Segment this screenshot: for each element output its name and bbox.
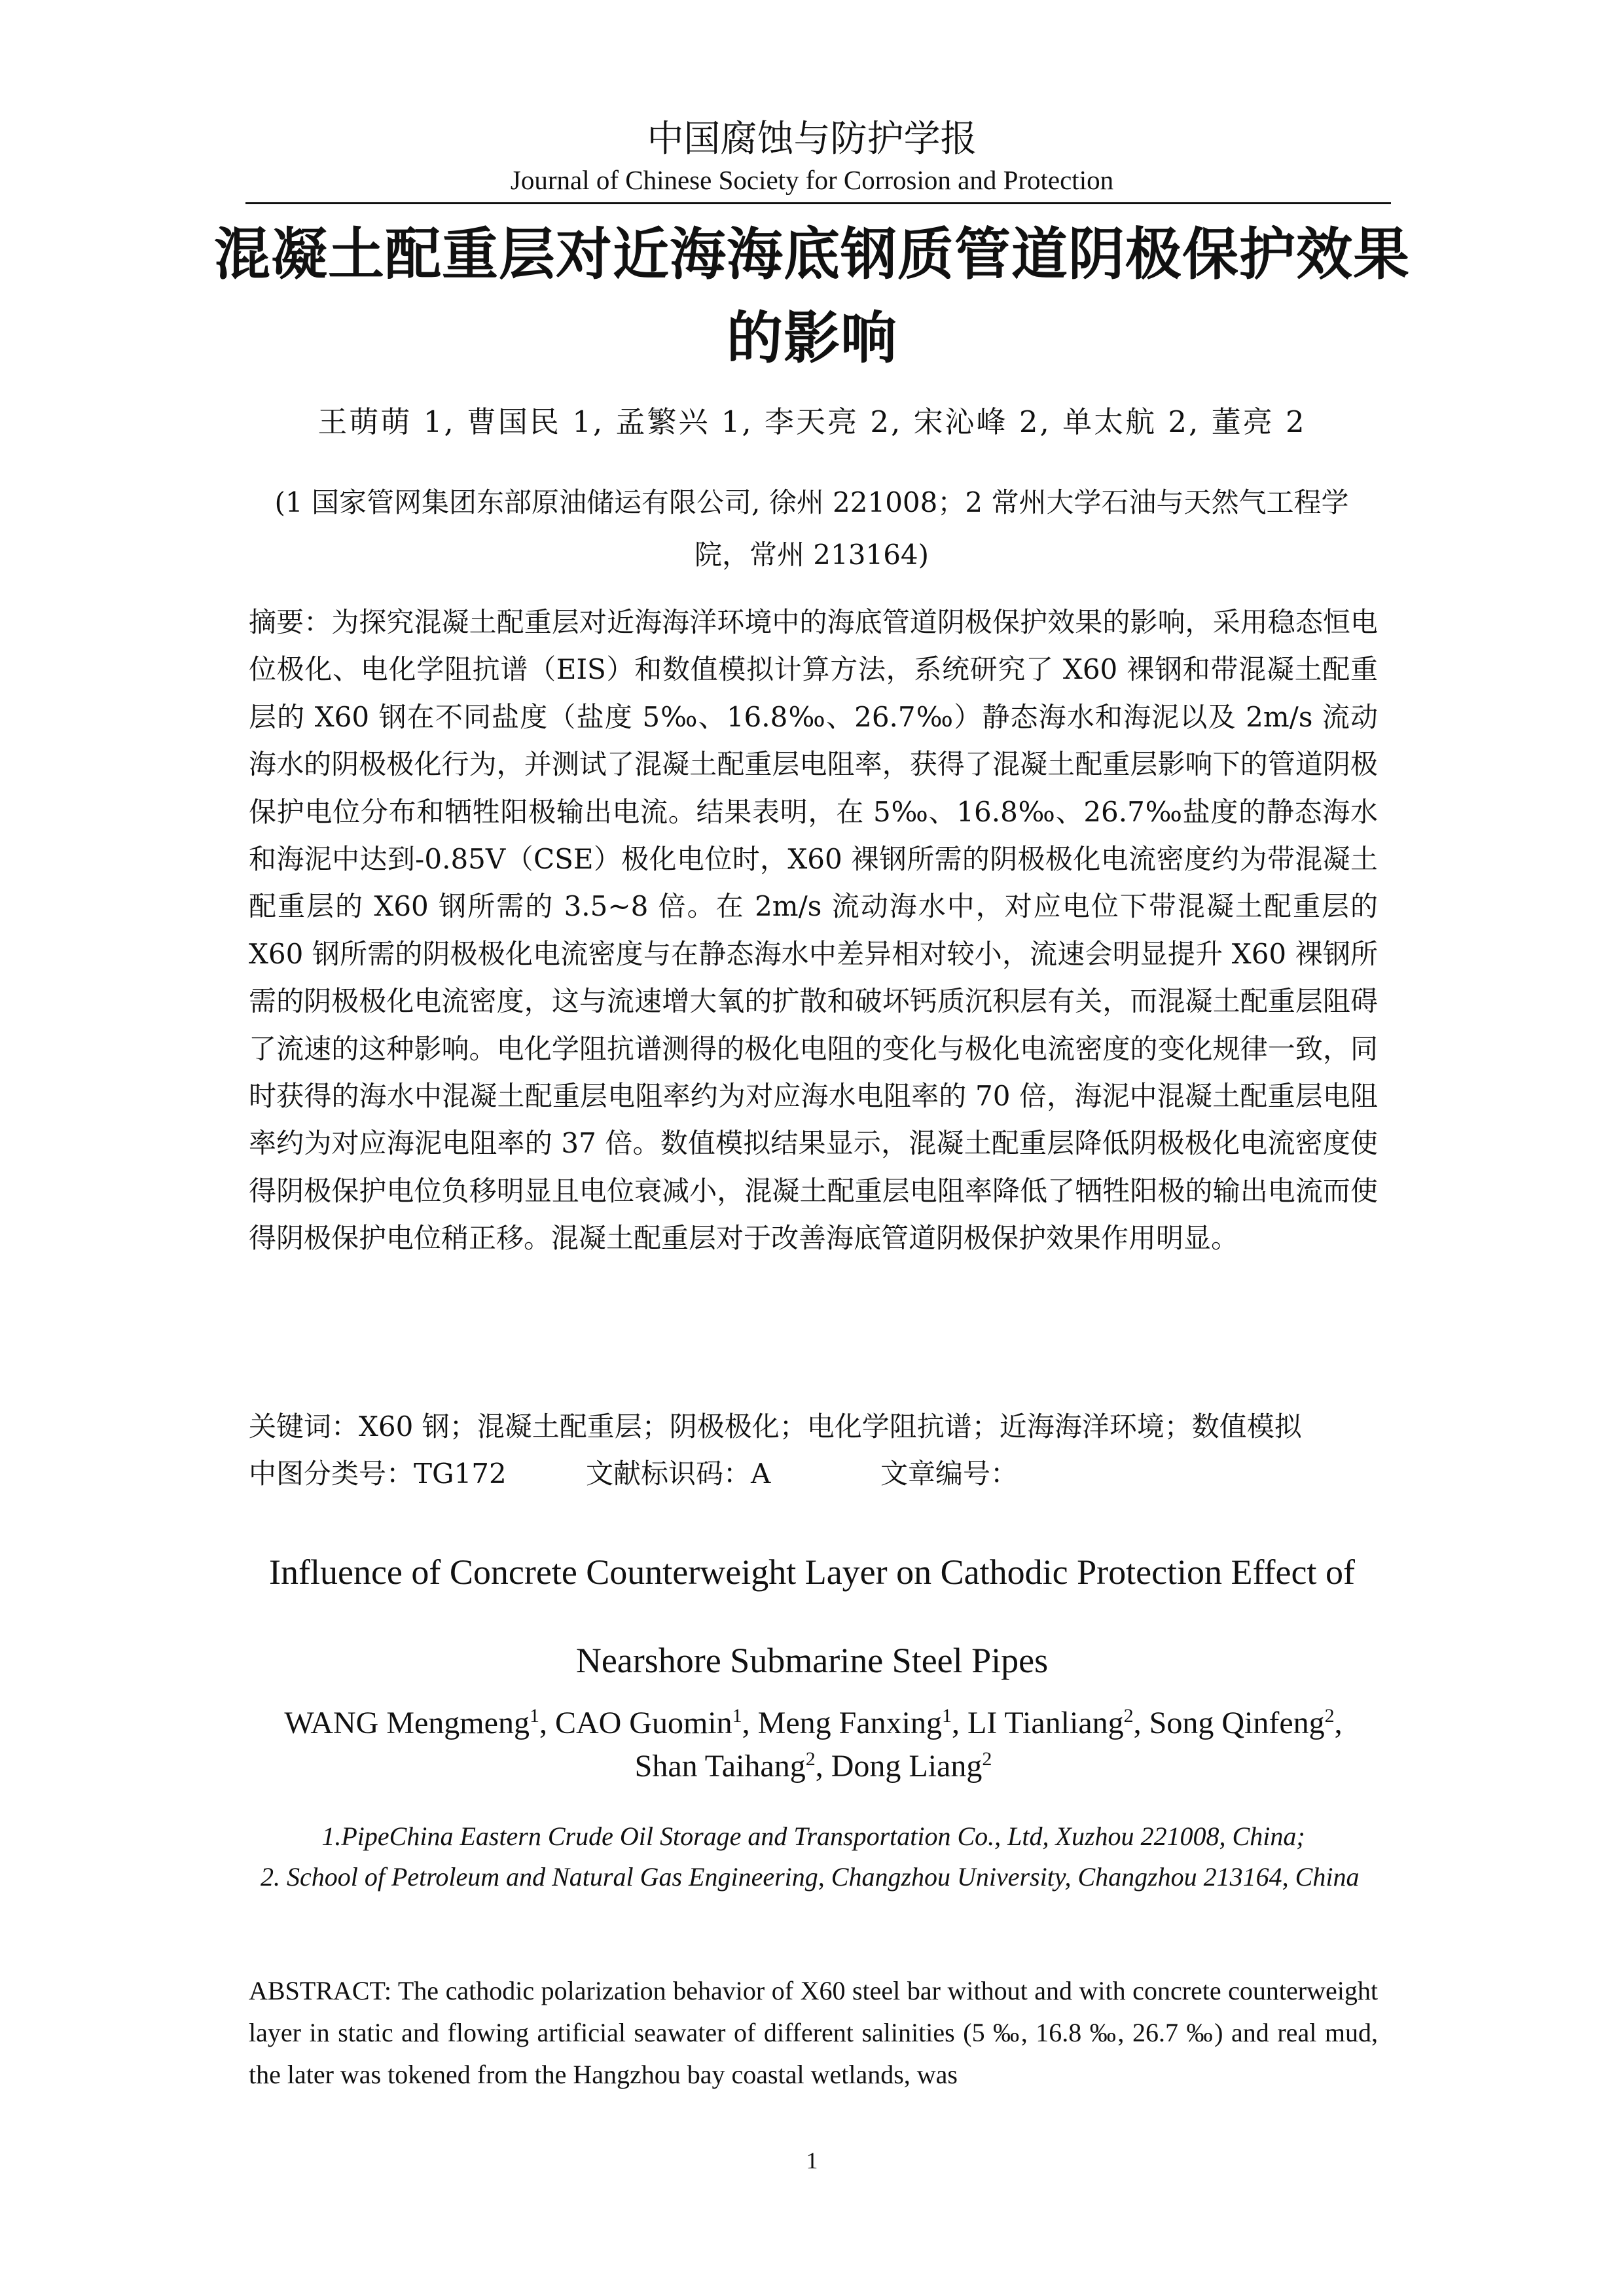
author-affil-mark: 2 bbox=[805, 1748, 816, 1770]
author-affil-mark: 2 bbox=[982, 1748, 992, 1770]
author-affil-mark: 1 bbox=[941, 1705, 952, 1727]
author-affil-mark: 2 bbox=[1324, 1705, 1335, 1727]
author-name: WANG Mengmeng bbox=[284, 1706, 530, 1740]
author-name: Dong Liang bbox=[831, 1749, 983, 1784]
author-affil-mark: 1 bbox=[732, 1705, 742, 1727]
affiliation-en-line-2: 2. School of Petroleum and Natural Gas Engineering, Changzhou University, Changzhou 213164, China bbox=[261, 1862, 1360, 1892]
journal-name-cn: 中国腐蚀与防护学报 bbox=[647, 118, 977, 160]
author-name: Meng Fanxing bbox=[757, 1706, 942, 1740]
author-affil-mark: 1 bbox=[529, 1705, 539, 1727]
paper-title-cn: 混凝土配重层对近海海底钢质管道阴极保护效果的影响 bbox=[214, 222, 1410, 371]
keywords-cn: 关键词：X60 钢；混凝土配重层；阴极极化；电化学阻抗谱；近海海洋环境；数值模拟 bbox=[249, 1410, 1302, 1443]
author-name: Shan Taihang bbox=[634, 1749, 806, 1784]
affiliation-cn: (1 国家管网集团东部原油储运有限公司, 徐州 221008；2 常州大学石油与天然气工程学院，常州 213164) bbox=[274, 486, 1349, 571]
author-name: CAO Guomin bbox=[554, 1706, 732, 1740]
affiliation-en-line-1: 1.PipeChina Eastern Crude Oil Storage and Transportation Co., Ltd, Xuzhou 221008, China; bbox=[321, 1821, 1305, 1851]
clc-number: 中图分类号：TG172 bbox=[249, 1458, 507, 1490]
affiliation-en bbox=[249, 1816, 1378, 1897]
journal-name-en: Journal of Chinese Society for Corrosion and Protection bbox=[510, 165, 1114, 195]
author-name: Song Qinfeng bbox=[1149, 1706, 1325, 1740]
author-affil-mark: 2 bbox=[1123, 1705, 1134, 1727]
abstract-cn: 摘要：为探究混凝土配重层对近海海洋环境中的海底管道阴极保护效果的影响，采用稳态恒电位极化、电化学阻抗谱（EIS）和数值模拟计算方法，系统研究了 X60 裸钢和带混凝土配重层的 X60 钢在不同盐度（盐度 5‰、16.8‰、26.7‰）静态海水和海泥以及 2m/s 流动海水的阴极极化行为，并测试了混凝土配重层电阻率，获得了混凝土配重层影响下的管道阴极保护电位分布和牺牲阳极输出电流。结果表明，在 5‰、16.8‰、26.7‰盐度的静态海水和海泥中达到-0.85V（CSE）极化电位时，X60 裸钢所需的阴极极化电流密度约为带混凝土配重层的 X60 钢所需的 3.5~8 倍。在 2m/s 流动海水中，对应电位下带混凝土配重层的 X60 钢所需的阴极极化电流密度与在静态海水中差异相对较小，流速会明显提升 X60 裸钢所需的阴极极化电流密度，这与流速增大氧的扩散和破坏钙质沉积层有关，而混凝土配重层阻碍了流速的这种影响。电化学阻抗谱测得的极化电阻的变化与极化电流密度的变化规律一致，同时获得的海水中混凝土配重层电阻率约为对应海水电阻率的 70 倍，海泥中混凝土配重层电阻率约为对应海泥电阻率的 37 倍。数值模拟结果显示，混凝土配重层降低阴极极化电流密度使得阴极保护电位负移明显且电位衰减小，混凝土配重层电阻率降低了牺牲阳极的输出电流而使得阴极保护电位稍正移。混凝土配重层对于改善海底管道阴极保护效果作用明显。 bbox=[249, 606, 1378, 1255]
abstract-en: ABSTRACT: The cathodic polarization behavior of X60 steel bar without and with concrete counterweight layer in static and flowing artificial seawater of different salinities (5 ‰, 16.8 ‰, 26.7 ‰) and real mud, the later was tokened from the Hangzhou bay coastal wetlands, was bbox=[249, 1976, 1378, 2089]
paper-title-en: Influence of Concrete Counterweight Layer on Cathodic Protection Effect of Nearshore Submarine Steel Pipes bbox=[269, 1552, 1355, 1680]
article-number: 文章编号： bbox=[880, 1458, 1019, 1490]
header-divider bbox=[245, 202, 1391, 204]
authors-cn: 王萌萌 1, 曹国民 1, 孟繁兴 1, 李天亮 2, 宋沁峰 2, 单太航 2, 董亮 2 bbox=[317, 404, 1307, 439]
authors-en: WANG Mengmeng$^1$, CAO Guomin$^1$, Meng Fanxing$^1$, LI Tianliang$^2$, Song Qinfeng$^2$, Shan Taihang$^2$, Dong Liang$^2$ bbox=[284, 1705, 1343, 1784]
document-code: 文献标识码：A bbox=[586, 1458, 771, 1490]
author-name: LI Tianliang bbox=[967, 1706, 1124, 1740]
page-number: 1 bbox=[806, 2147, 818, 2174]
